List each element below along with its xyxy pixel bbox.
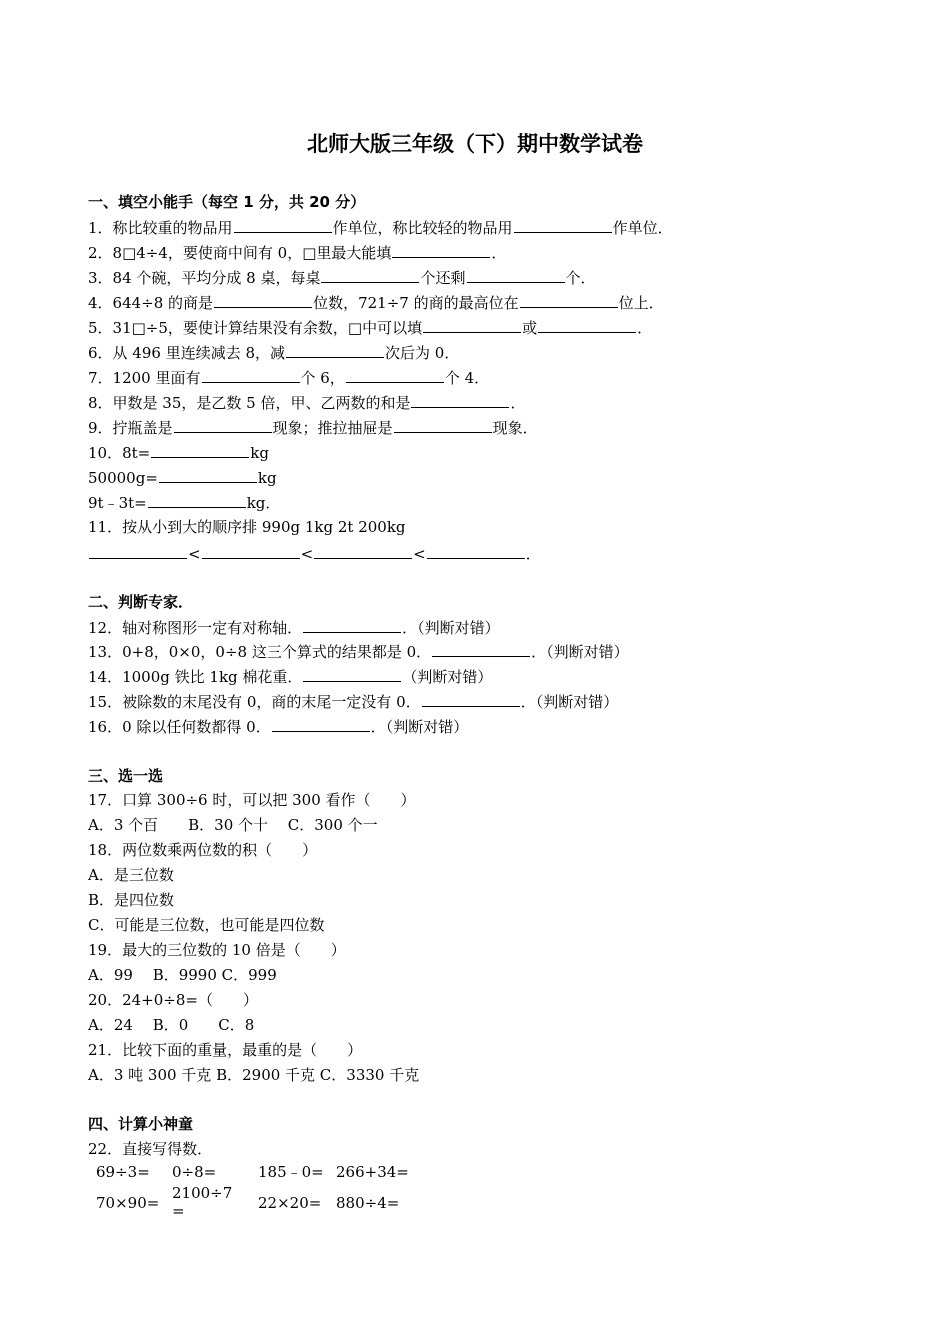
question-13: 13．0+8，0×0，0÷8 这三个算式的结果都是 0． ．（判断对错） <box>88 643 629 661</box>
question-17-options[interactable]: A．3 个百 B．30 个十 C．300 个一 <box>88 816 378 834</box>
answer-blank[interactable] <box>174 417 272 433</box>
section-2-heading: 二、判断专家． <box>88 593 194 611</box>
section-4-heading: 四、计算小神童 <box>88 1115 194 1133</box>
page-title: 北师大版三年级（下）期中数学试卷 <box>307 132 643 156</box>
answer-blank[interactable] <box>314 543 412 559</box>
question-20-options[interactable]: A．24 B．0 C．8 <box>88 1016 255 1034</box>
answer-blank[interactable] <box>520 292 618 308</box>
question-2: 2．8□4÷4，要使商中间有 0，□里最大能填 ． <box>88 244 507 262</box>
answer-blank[interactable] <box>346 367 444 383</box>
answer-blank[interactable] <box>538 317 636 333</box>
calc-item: 69÷3= <box>96 1163 150 1181</box>
question-20: 20．24+0÷8=（ ） <box>88 991 258 1009</box>
answer-blank[interactable] <box>394 417 492 433</box>
question-10a: 10．8t= kg <box>88 444 269 462</box>
question-6: 6．从 496 里连续减去 8，减 次后为 0． <box>88 344 460 362</box>
question-10b: 50000g= kg <box>88 469 277 487</box>
answer-blank[interactable] <box>89 543 187 559</box>
section-1-heading: 一、填空小能手（每空 1 分，共 20 分） <box>88 193 366 211</box>
answer-blank[interactable] <box>303 617 401 633</box>
question-18-option-b[interactable]: B．是四位数 <box>88 891 175 909</box>
question-19: 19．最大的三位数的 10 倍是（ ） <box>88 941 346 959</box>
question-19-options[interactable]: A．99 B．9990 C．999 <box>88 966 277 984</box>
answer-blank[interactable] <box>202 543 300 559</box>
answer-blank[interactable] <box>234 217 332 233</box>
answer-blank[interactable] <box>427 543 525 559</box>
answer-blank[interactable] <box>321 267 419 283</box>
question-12: 12．轴对称图形一定有对称轴． ．（判断对错） <box>88 619 500 637</box>
question-18: 18．两位数乘两位数的积（ ） <box>88 841 318 859</box>
calc-item: 70×90= <box>96 1194 160 1212</box>
answer-blank[interactable] <box>467 267 565 283</box>
question-11: 11．按从小到大的顺序排 990g 1kg 2t 200kg <box>88 518 406 536</box>
answer-blank[interactable] <box>286 342 384 358</box>
question-18-option-c[interactable]: C．可能是三位数，也可能是四位数 <box>88 916 325 934</box>
question-16: 16．0 除以任何数都得 0． ．（判断对错） <box>88 718 469 736</box>
question-21: 21．比较下面的重量，最重的是（ ） <box>88 1041 363 1059</box>
calc-item: 0÷8= <box>172 1163 217 1181</box>
answer-blank[interactable] <box>303 666 401 682</box>
answer-blank[interactable] <box>411 392 509 408</box>
calc-item: 266+34= <box>336 1163 409 1181</box>
question-9: 9．拧瓶盖是 现象；推拉抽屉是 现象． <box>88 419 538 437</box>
question-3: 3．84 个碗，平均分成 8 桌，每桌 个还剩 个． <box>88 269 596 287</box>
question-1: 1．称比较重的物品用 作单位，称比较轻的物品用 作单位． <box>88 219 673 237</box>
calc-item: 2100÷7 <box>172 1184 233 1202</box>
question-21-options[interactable]: A．3 吨 300 千克 B．2900 千克 C．3330 千克 <box>88 1066 420 1084</box>
answer-blank[interactable] <box>514 217 612 233</box>
answer-blank[interactable] <box>214 292 312 308</box>
question-15: 15．被除数的末尾没有 0，商的末尾一定没有 0． ．（判断对错） <box>88 693 619 711</box>
question-7: 7．1200 里面有 个 6， 个 4． <box>88 369 490 387</box>
question-18-option-a[interactable]: A．是三位数 <box>88 866 174 884</box>
answer-blank[interactable] <box>272 716 370 732</box>
answer-blank[interactable] <box>148 492 246 508</box>
question-11-order: < < < ． <box>88 543 541 564</box>
question-4: 4．644÷8 的商是 位数，721÷7 的商的最高位在 位上． <box>88 294 664 312</box>
calc-item: 22×20= <box>258 1194 322 1212</box>
question-8: 8．甲数是 35，是乙数 5 倍，甲、乙两数的和是 ． <box>88 394 526 412</box>
answer-blank[interactable] <box>422 691 520 707</box>
section-3-heading: 三、选一选 <box>88 767 164 785</box>
answer-blank[interactable] <box>432 641 530 657</box>
calc-item-wrap: = <box>172 1202 185 1220</box>
answer-blank[interactable] <box>423 317 521 333</box>
answer-blank[interactable] <box>202 367 300 383</box>
answer-blank[interactable] <box>392 242 490 258</box>
question-22: 22．直接写得数． <box>88 1140 213 1158</box>
answer-blank[interactable] <box>151 442 249 458</box>
question-10c: 9t﹣3t= kg． <box>88 494 281 512</box>
question-14: 14．1000g 铁比 1kg 棉花重． （判断对错） <box>88 668 493 686</box>
calc-item: 185﹣0= <box>258 1163 324 1181</box>
answer-blank[interactable] <box>159 467 257 483</box>
question-5: 5．31□÷5，要使计算结果没有余数，□中可以填 或 ． <box>88 319 653 337</box>
question-17: 17．口算 300÷6 时，可以把 300 看作（ ） <box>88 791 416 809</box>
calc-item: 880÷4= <box>336 1194 400 1212</box>
